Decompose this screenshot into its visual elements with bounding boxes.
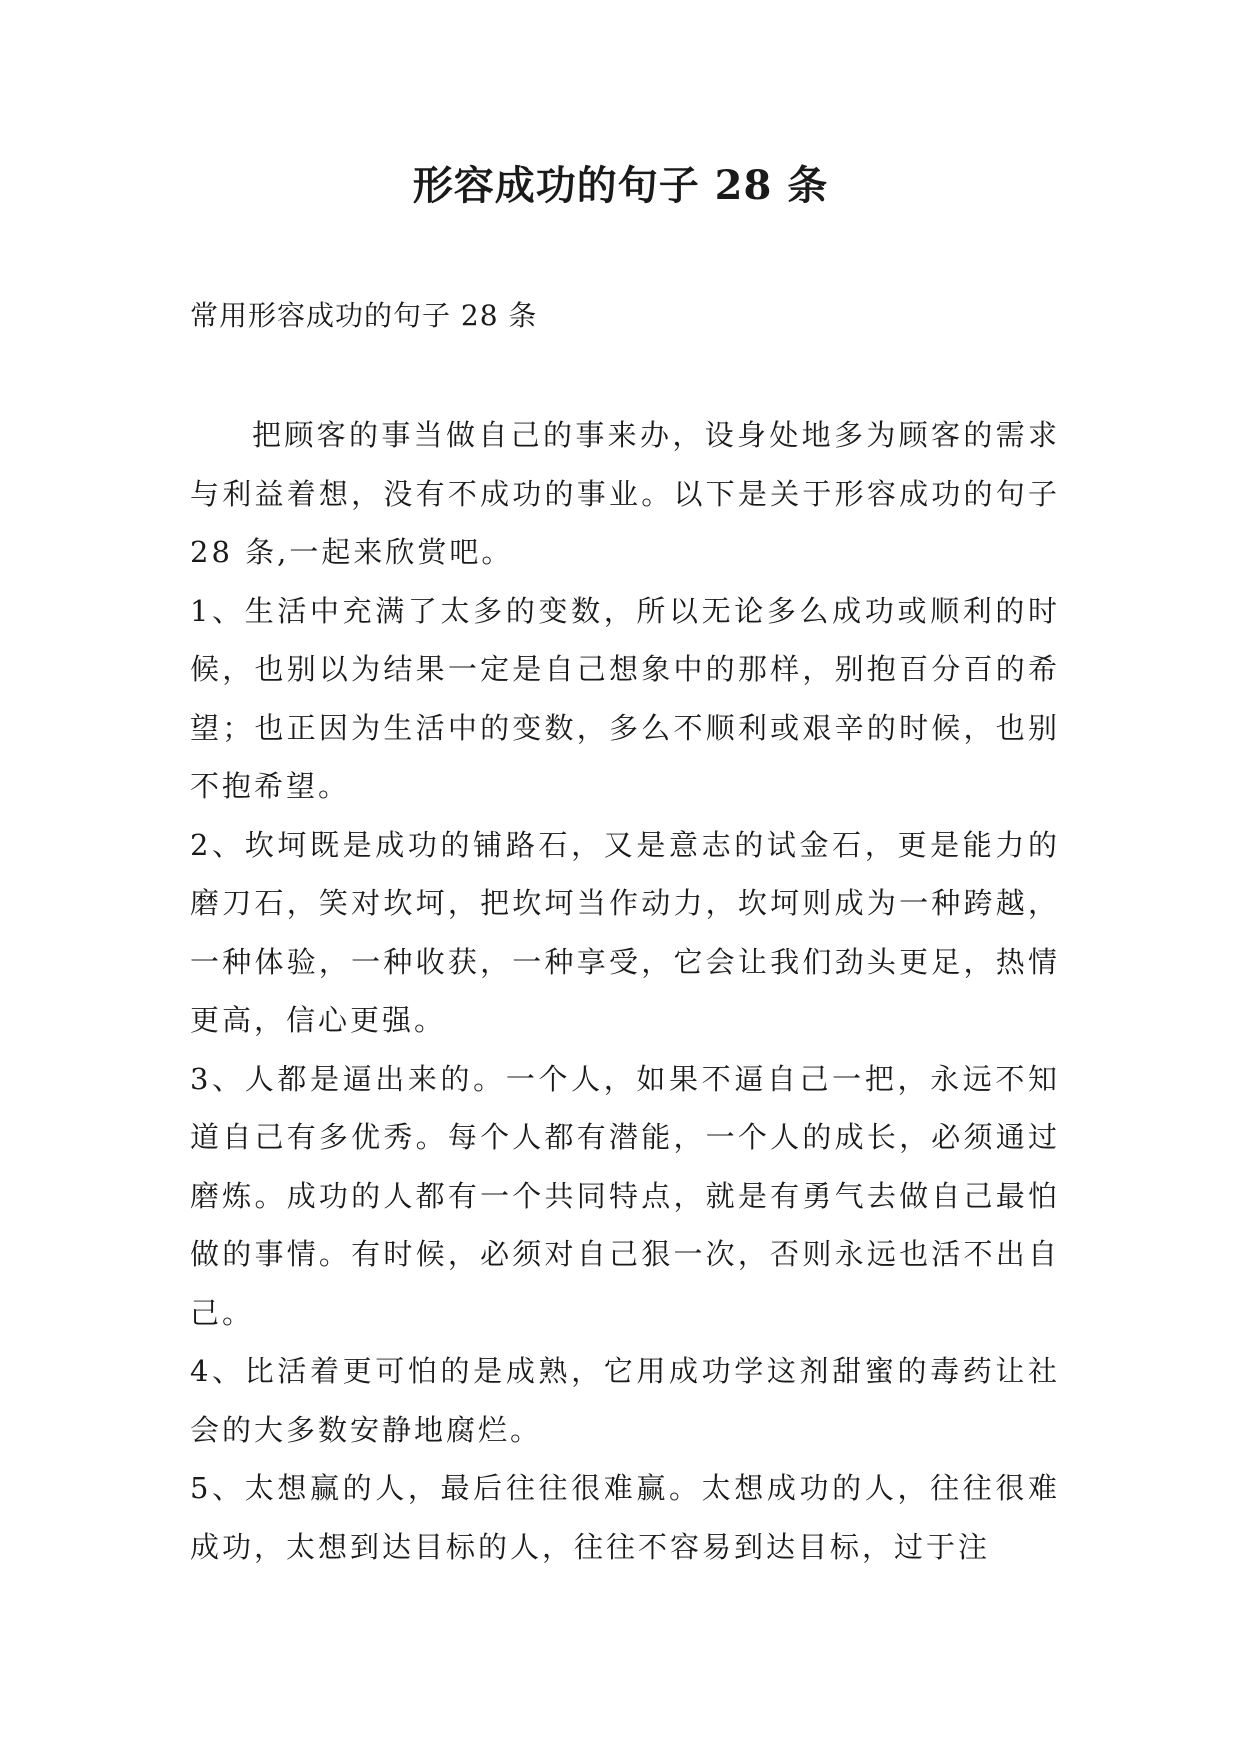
document-title: 形容成功的句子 28 条 [412, 162, 829, 209]
list-item: 2、坎坷既是成功的铺路石，又是意志的试金石，更是能力的磨刀石，笑对坎坷，把坎坷当作动力，坎坷则成为一种跨越，一种体验，一种收获，一种享受，它会让我们劲头更足，热情更高，信心更强。 [190, 827, 1060, 1037]
intro-paragraph: 把顾客的事当做自己的事来办，设身处地多为顾客的需求与利益着想，没有不成功的事业。以下是关于形容成功的句子 28 条,一起来欣赏吧。 [190, 418, 1060, 569]
document-body [190, 406, 1060, 1576]
list-item: 1、生活中充满了太多的变数，所以无论多么成功或顺利的时候，也别以为结果一定是自己想象中的那样，别抱百分百的希望；也正因为生活中的变数，多么不顺利或艰辛的时候，也别不抱希望。 [190, 593, 1060, 803]
list-item: 4、比活着更可怕的是成熟，它用成功学这剂甜蜜的毒药让社会的大多数安静地腐烂。 [190, 1354, 1060, 1447]
list-item: 3、人都是逼出来的。一个人，如果不逼自己一把，永远不知道自己有多优秀。每个人都有潜能，一个人的成长，必须通过磨炼。成功的人都有一个共同特点，就是有勇气去做自己最怕做的事情。有时候，必须对自己狠一次，否则永远也活不出自己。 [190, 1061, 1060, 1330]
list-item: 5、太想赢的人，最后往往很难赢。太想成功的人，往往很难成功，太想到达目标的人，往往不容易到达目标，过于注 [190, 1471, 1060, 1564]
document-subtitle: 常用形容成功的句子 28 条 [190, 299, 538, 332]
